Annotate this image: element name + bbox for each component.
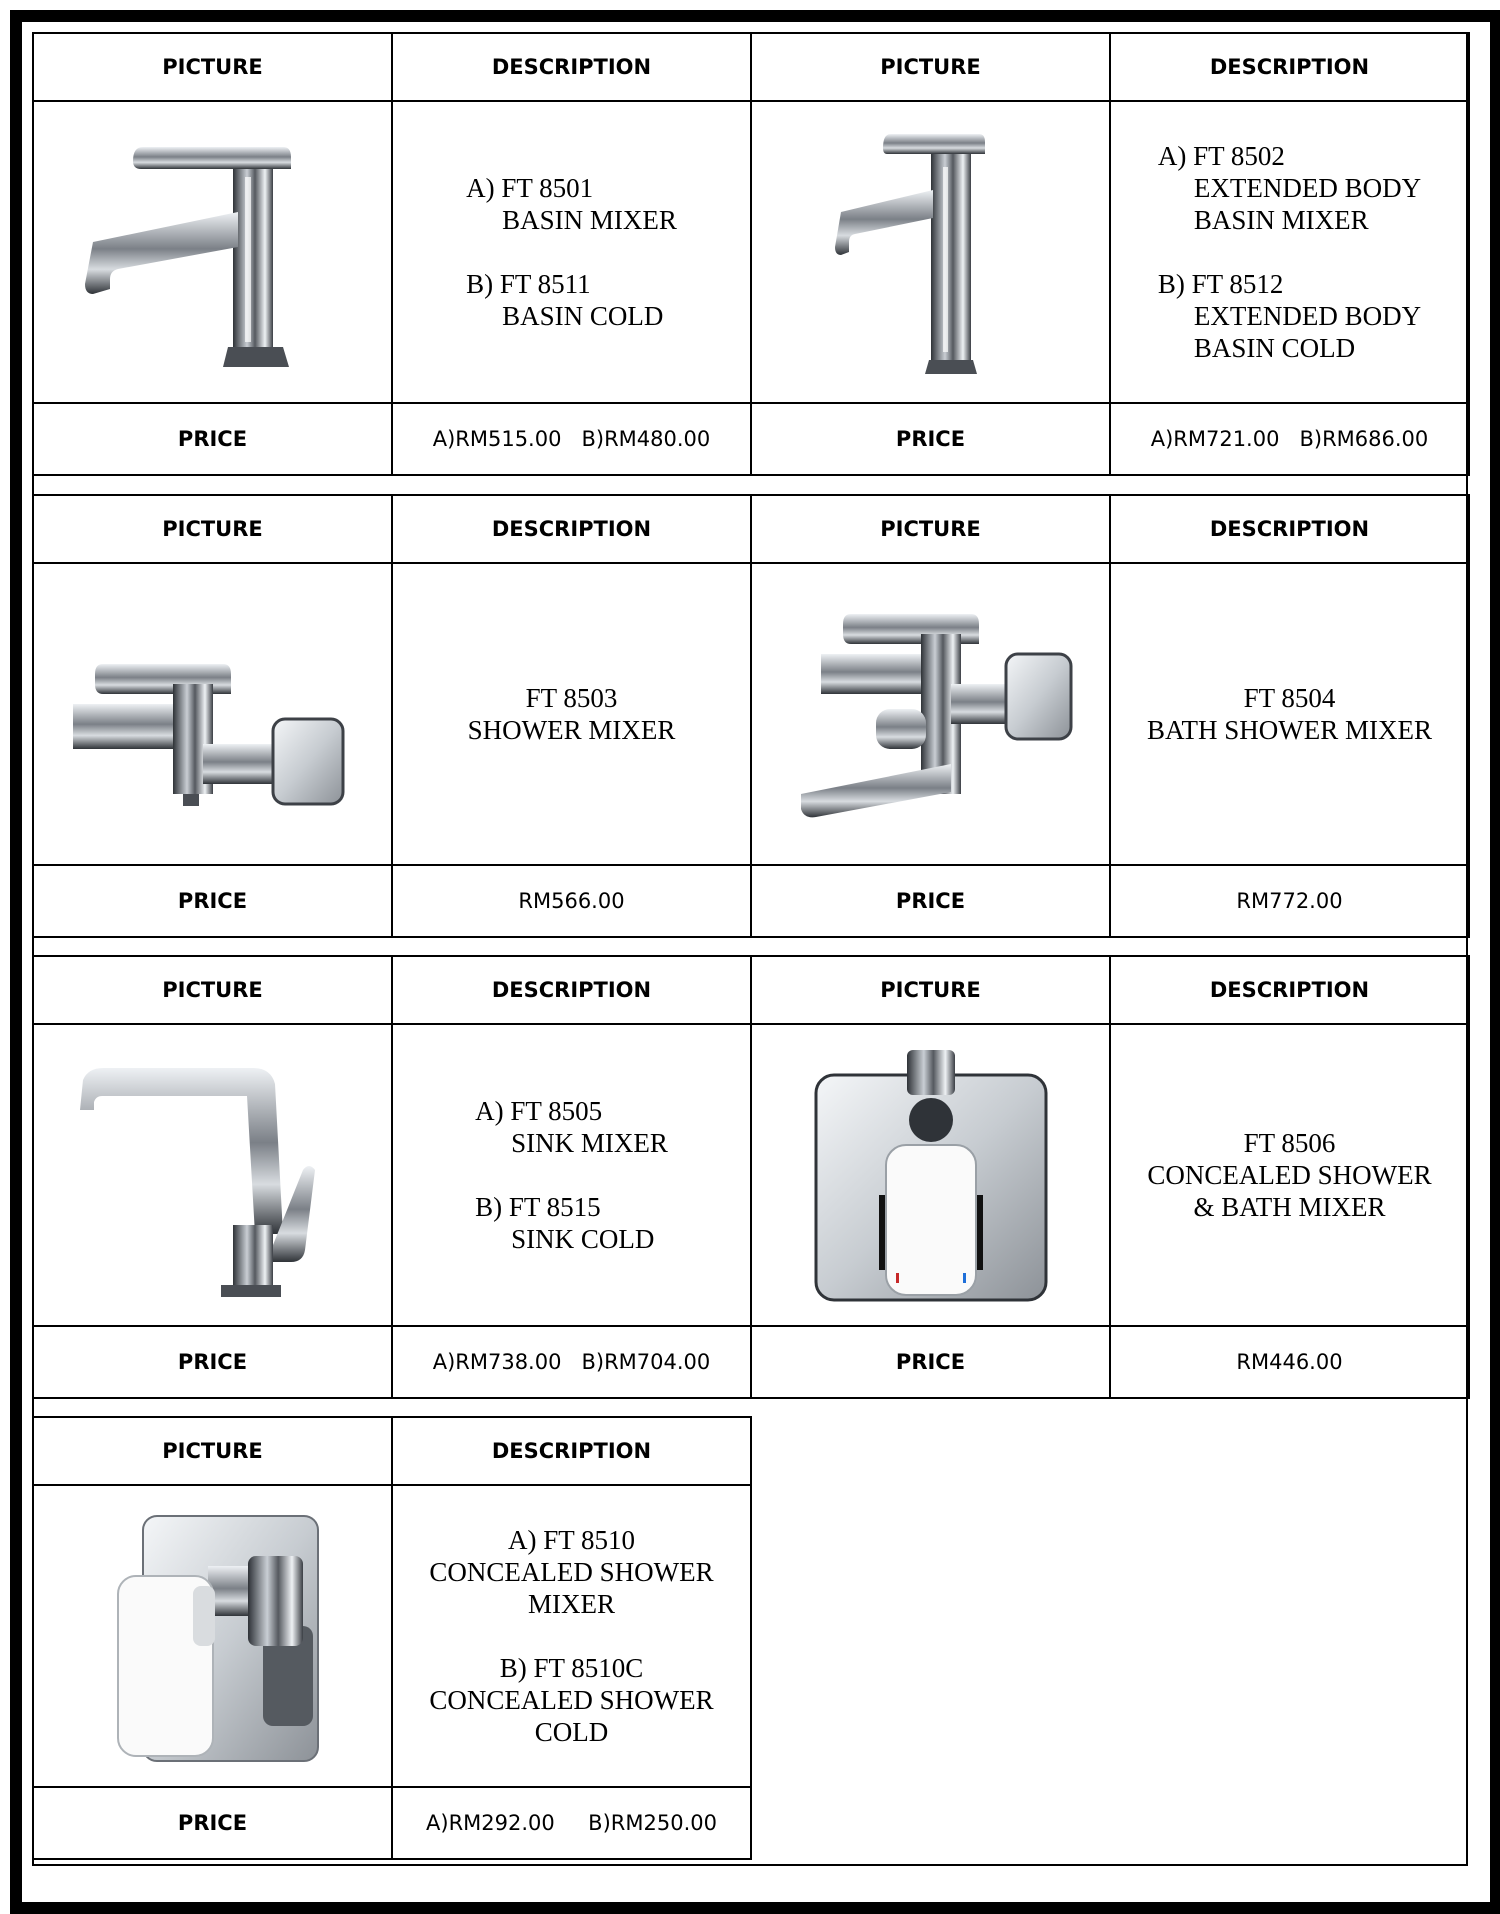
variant-b-line1: CONCEALED SHOWER xyxy=(429,1685,714,1715)
picture-header: PICTURE xyxy=(751,495,1110,563)
price-value: RM446.00 xyxy=(1110,1326,1469,1398)
concealed-shower-mixer-icon xyxy=(98,1506,328,1766)
product-description xyxy=(1110,563,1469,865)
variant-a-code: A) FT 8505 xyxy=(475,1096,603,1126)
price-value: RM566.00 xyxy=(392,865,751,937)
product-picture xyxy=(751,101,1110,403)
product-description xyxy=(392,101,751,403)
product-code: FT 8504 xyxy=(1243,683,1336,713)
extended-basin-mixer-icon xyxy=(831,122,1031,382)
price-a: A)RM292.00 xyxy=(426,1811,555,1835)
price-b: B)RM480.00 xyxy=(581,427,711,451)
variant-a-code: A) FT 8502 xyxy=(1157,141,1285,171)
price-label: PRICE xyxy=(33,865,392,937)
picture-header: PICTURE xyxy=(751,956,1110,1024)
variant-a-line2: BASIN MIXER xyxy=(1193,205,1369,235)
variant-b-name: BASIN COLD xyxy=(502,301,664,331)
product-code: FT 8506 xyxy=(1243,1128,1336,1158)
price-b: B)RM686.00 xyxy=(1299,427,1429,451)
product-description xyxy=(392,1485,751,1787)
product-description xyxy=(1110,101,1469,403)
product-name-line2: & BATH MIXER xyxy=(1193,1192,1386,1222)
price-label: PRICE xyxy=(751,1326,1110,1398)
product-description xyxy=(1110,1024,1469,1326)
description-header: DESCRIPTION xyxy=(1110,33,1469,101)
product-picture xyxy=(33,1024,392,1326)
variant-b-code: B) FT 8511 xyxy=(466,269,591,299)
description-header: DESCRIPTION xyxy=(1110,956,1469,1024)
product-picture xyxy=(33,1485,392,1787)
price-b: B)RM250.00 xyxy=(588,1811,717,1835)
product-picture xyxy=(33,101,392,403)
sink-mixer-icon xyxy=(73,1045,353,1305)
description-header: DESCRIPTION xyxy=(392,956,751,1024)
price-value xyxy=(392,1787,751,1859)
picture-header: PICTURE xyxy=(33,495,392,563)
variant-b-code: B) FT 8515 xyxy=(475,1192,601,1222)
product-name: SHOWER MIXER xyxy=(467,715,676,745)
product-table-1 xyxy=(32,32,1470,476)
variant-a-name: SINK MIXER xyxy=(511,1128,668,1158)
picture-header: PICTURE xyxy=(751,33,1110,101)
price-label: PRICE xyxy=(751,865,1110,937)
variant-a-line1: CONCEALED SHOWER xyxy=(429,1557,714,1587)
picture-header: PICTURE xyxy=(33,956,392,1024)
description-header: DESCRIPTION xyxy=(392,495,751,563)
picture-header: PICTURE xyxy=(33,33,392,101)
product-name: BATH SHOWER MIXER xyxy=(1146,715,1432,745)
product-table-2 xyxy=(32,494,1470,938)
variant-b-code: B) FT 8510C xyxy=(499,1653,644,1683)
product-name-line1: CONCEALED SHOWER xyxy=(1147,1160,1432,1190)
shower-mixer-icon xyxy=(63,614,363,814)
description-header: DESCRIPTION xyxy=(392,33,751,101)
price-a: A)RM515.00 xyxy=(432,427,562,451)
variant-b-code: B) FT 8512 xyxy=(1157,269,1284,299)
variant-a-name: BASIN MIXER xyxy=(502,205,677,235)
product-code: FT 8503 xyxy=(525,683,618,713)
price-label: PRICE xyxy=(33,403,392,475)
product-description xyxy=(392,563,751,865)
variant-b-line2: BASIN COLD xyxy=(1193,333,1356,363)
price-value xyxy=(392,403,751,475)
price-value: RM772.00 xyxy=(1110,865,1469,937)
concealed-shower-bath-mixer-icon xyxy=(811,1045,1051,1305)
variant-a-code: A) FT 8510 xyxy=(507,1525,635,1555)
description-header: DESCRIPTION xyxy=(392,1417,751,1485)
product-picture xyxy=(33,563,392,865)
basin-mixer-icon xyxy=(83,122,343,382)
variant-b-line1: EXTENDED BODY xyxy=(1193,301,1422,331)
price-label: PRICE xyxy=(751,403,1110,475)
price-b: B)RM704.00 xyxy=(581,1350,711,1374)
variant-a-code: A) FT 8501 xyxy=(466,173,594,203)
description-header: DESCRIPTION xyxy=(1110,495,1469,563)
price-value xyxy=(1110,403,1469,475)
product-table-3 xyxy=(32,955,1470,1399)
variant-b-line2: COLD xyxy=(534,1717,609,1747)
bath-shower-mixer-icon xyxy=(781,594,1081,834)
price-value xyxy=(392,1326,751,1398)
product-picture xyxy=(751,563,1110,865)
product-description xyxy=(392,1024,751,1326)
variant-a-line1: EXTENDED BODY xyxy=(1193,173,1422,203)
variant-a-line2: MIXER xyxy=(528,1589,615,1619)
price-label: PRICE xyxy=(33,1787,392,1859)
product-picture xyxy=(751,1024,1110,1326)
picture-header: PICTURE xyxy=(33,1417,392,1485)
price-a: A)RM738.00 xyxy=(432,1350,562,1374)
product-table-4 xyxy=(32,1416,752,1860)
price-a: A)RM721.00 xyxy=(1150,427,1280,451)
variant-b-name: SINK COLD xyxy=(511,1224,655,1254)
price-label: PRICE xyxy=(33,1326,392,1398)
